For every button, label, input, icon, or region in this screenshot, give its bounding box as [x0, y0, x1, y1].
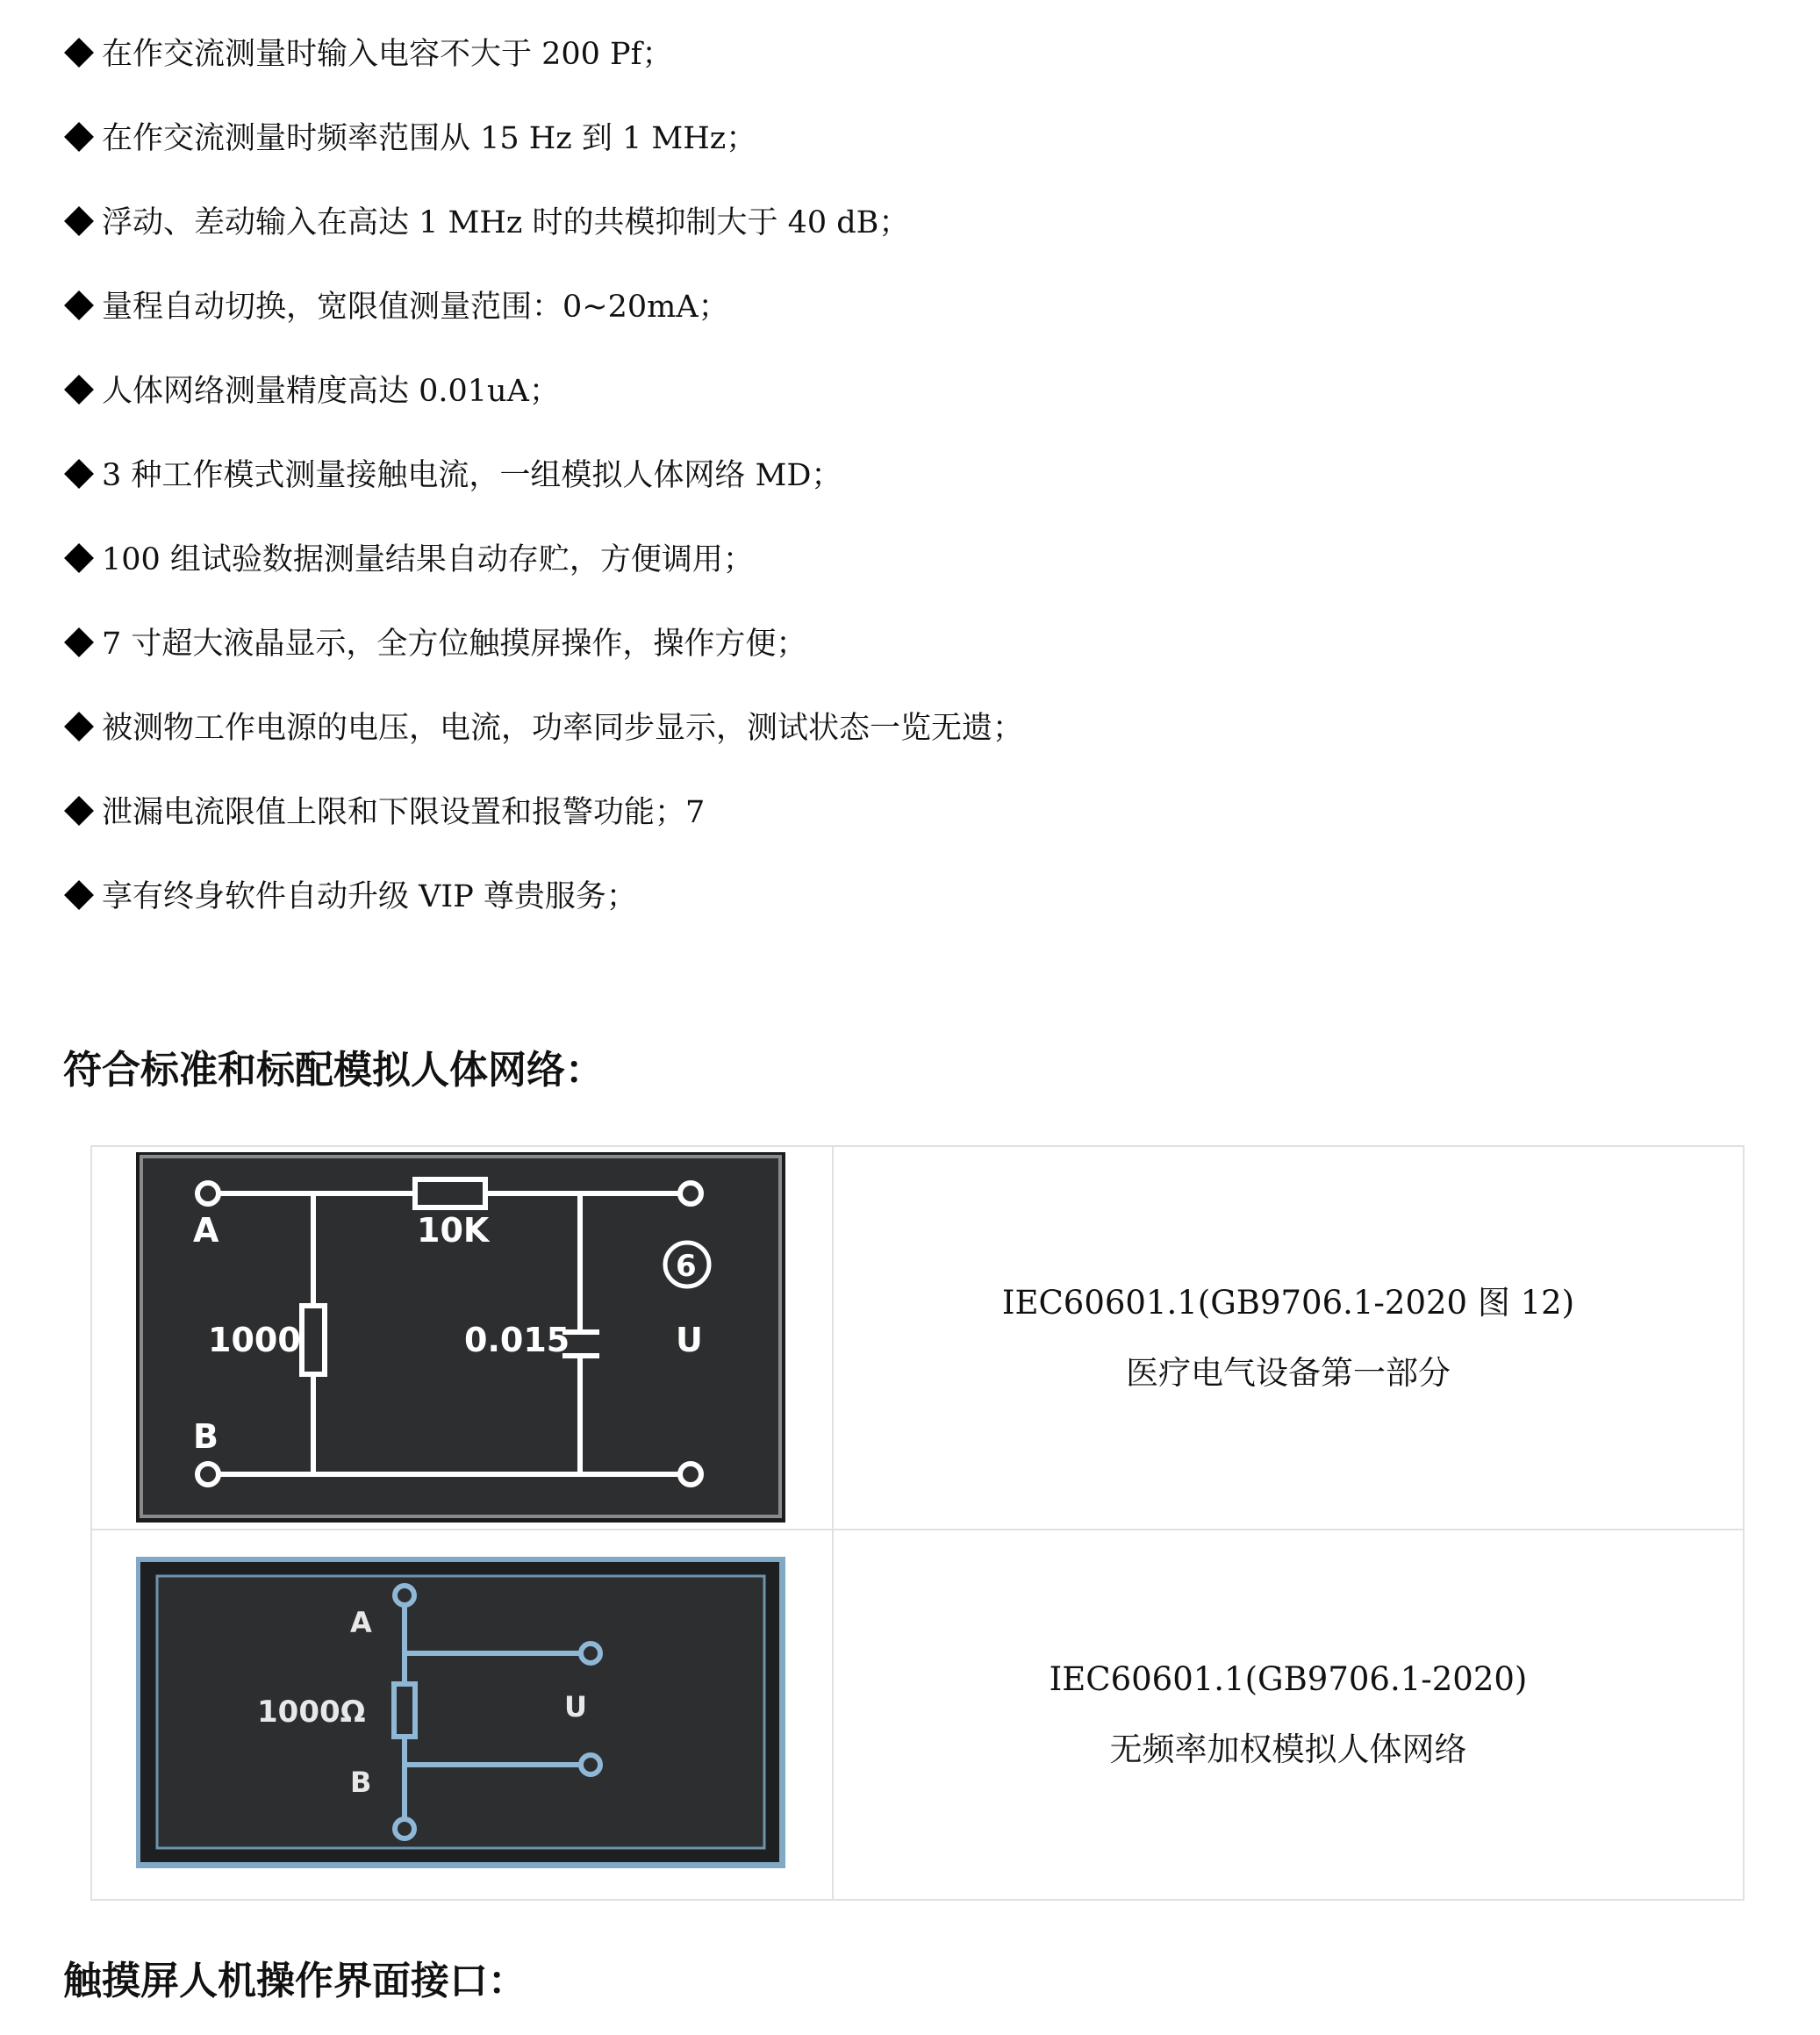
terminal-u-bottom-icon: [581, 1755, 600, 1774]
standard-text-cell: [833, 1530, 1744, 1900]
label-u: U: [676, 1321, 703, 1359]
feature-text: 在作交流测量时频率范围从 15 Hz 到 1 MHz；: [102, 121, 757, 156]
terminal-u-bottom-icon: [680, 1464, 701, 1485]
label-10k: 10K: [417, 1211, 490, 1250]
diamond-bullet-icon: [64, 543, 94, 573]
terminal-u-top-icon: [581, 1644, 600, 1663]
feature-item: [63, 191, 1023, 276]
label-1000: 1000: [208, 1321, 301, 1359]
feature-item: [63, 528, 1023, 613]
label-0015: 0.015: [464, 1321, 570, 1359]
standard-title: IEC60601.1(GB9706.1-2020 图 12): [1001, 1283, 1575, 1322]
diamond-bullet-icon: [64, 796, 94, 826]
standard-title: IEC60601.1(GB9706.1-2020): [1049, 1660, 1528, 1698]
feature-text: 在作交流测量时输入电容不大于 200 Pf；: [102, 37, 673, 72]
feature-item: [63, 613, 1023, 697]
feature-item: [63, 444, 1023, 528]
feature-item: [63, 865, 1023, 949]
feature-list: [63, 23, 1023, 949]
feature-text: 被测物工作电源的电压，电流，功率同步显示，测试状态一览无遗；: [102, 711, 1024, 746]
feature-text: 3 种工作模式测量接触电流，一组模拟人体网络 MD；: [102, 458, 842, 493]
circuit-diagram-md6: [136, 1152, 785, 1523]
feature-item: [63, 360, 1023, 444]
standard-description: 医疗电气设备第一部分: [1126, 1353, 1451, 1392]
feature-text: 泄漏电流限值上限和下限设置和报警功能；7: [102, 795, 706, 830]
diamond-bullet-icon: [64, 880, 94, 910]
diamond-bullet-icon: [64, 712, 94, 742]
label-u: U: [564, 1690, 587, 1723]
table-row: [91, 1530, 1744, 1900]
feature-item: [63, 697, 1023, 781]
diamond-bullet-icon: [64, 206, 94, 236]
feature-item: [63, 23, 1023, 107]
feature-text: 100 组试验数据测量结果自动存贮，方便调用；: [102, 542, 754, 577]
feature-text: 浮动、差动输入在高达 1 MHz 时的共模抑制大于 40 dB；: [102, 205, 910, 240]
label-mode-number: 6: [676, 1249, 697, 1284]
feature-item: [63, 107, 1023, 191]
label-b: B: [193, 1417, 219, 1456]
diamond-bullet-icon: [64, 459, 94, 489]
feature-item: [63, 781, 1023, 865]
label-a: A: [350, 1606, 372, 1639]
terminal-u-top-icon: [680, 1183, 701, 1204]
section-heading-standards: 符合标准和标配模拟人体网络：: [63, 1048, 604, 1093]
feature-text: 7 寸超大液晶显示，全方位触摸屏操作，操作方便；: [102, 627, 807, 662]
circuit-panel-md6: [136, 1152, 785, 1523]
feature-text: 享有终身软件自动升级 VIP 尊贵服务；: [102, 879, 637, 914]
diamond-bullet-icon: [64, 122, 94, 152]
diamond-bullet-icon: [64, 375, 94, 405]
standards-table: [90, 1145, 1745, 1901]
standard-description: 无频率加权模拟人体网络: [1109, 1730, 1467, 1768]
section-heading-touchscreen: 触摸屏人机操作界面接口：: [63, 1959, 527, 2003]
terminal-a-icon: [395, 1586, 414, 1605]
label-b: B: [350, 1766, 372, 1799]
feature-text: 量程自动切换，宽限值测量范围：0~20mA；: [102, 290, 729, 325]
table-row: [91, 1146, 1744, 1530]
feature-text: 人体网络测量精度高达 0.01uA；: [102, 374, 560, 409]
circuit-image-cell: [91, 1146, 833, 1530]
diamond-bullet-icon: [64, 627, 94, 657]
feature-item: [63, 276, 1023, 360]
circuit-diagram-unweighted: [136, 1557, 785, 1868]
circuit-panel-unweighted: [136, 1557, 785, 1868]
circuit-image-cell: [91, 1530, 833, 1900]
standard-text-cell: [833, 1146, 1744, 1530]
terminal-b-icon: [395, 1819, 414, 1838]
label-a: A: [193, 1211, 219, 1250]
label-1000-ohm: 1000Ω: [257, 1695, 366, 1730]
terminal-a-icon: [197, 1183, 219, 1204]
diamond-bullet-icon: [64, 38, 94, 68]
terminal-b-icon: [197, 1464, 219, 1485]
diamond-bullet-icon: [64, 290, 94, 320]
